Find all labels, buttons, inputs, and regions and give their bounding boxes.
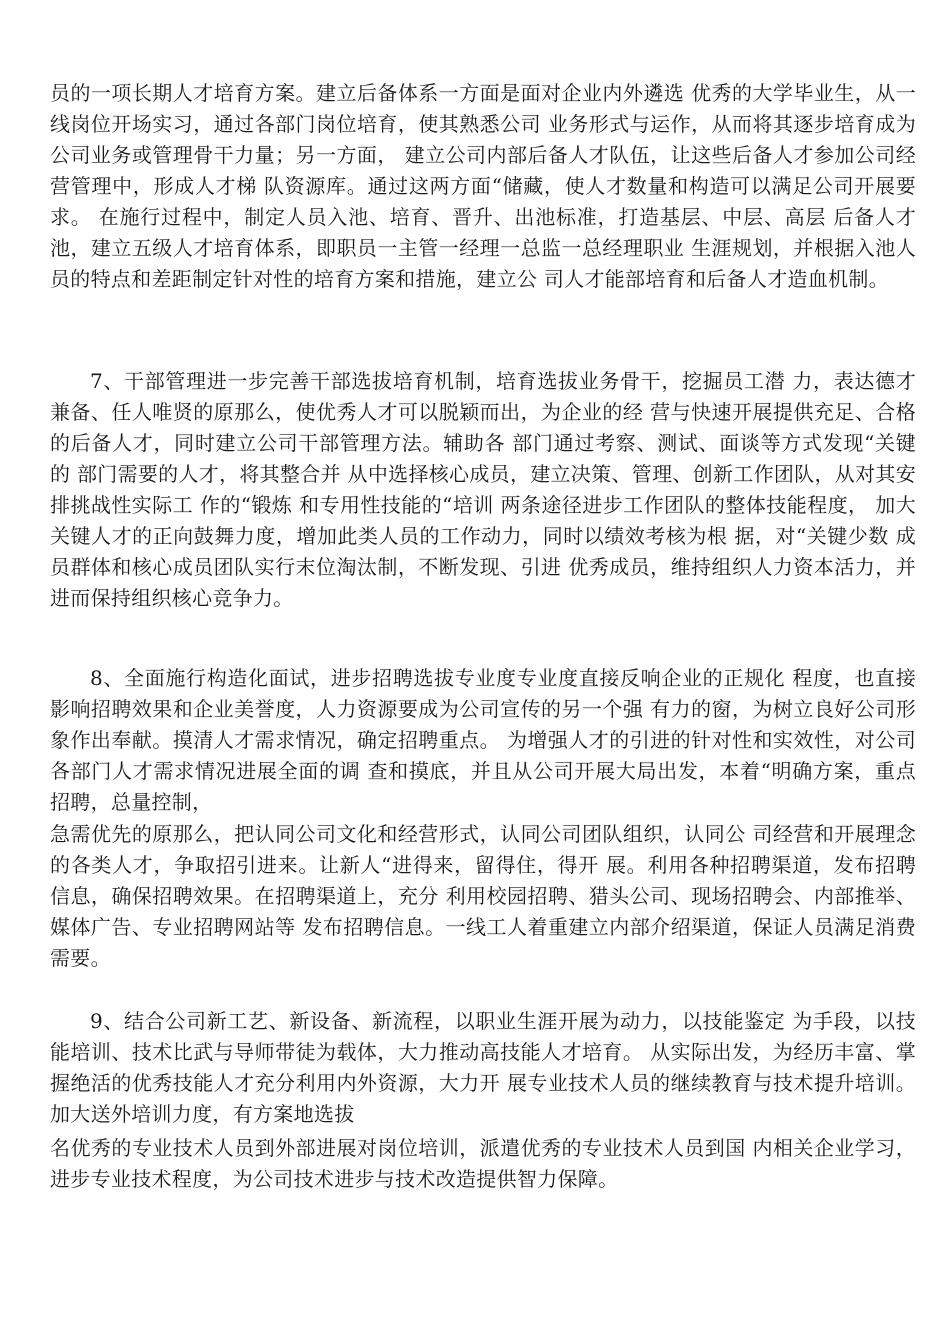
paragraph-external-training: 名优秀的专业技术人员到外部进展对岗位培训，派遣优秀的专业技术人员到国 内相关企业学习，进步专业技术程度，为公司技术进步与技术改造提供智力保障。 [50,1136,916,1191]
paragraph-skill-training: 9、结合公司新工艺、新设备、新流程，以职业生涯开展为动力，以技能鉴定 为手段，以技能培训、技术比武与导师带徒为载体，大力推动高技能人才培育。 从实际出发，为经历丰富、掌握绝活的优秀技能人才充分利用内外资源，大力开 展专业技术人员的继续教育与技术提升培训。加大送外培训力度，有方案地选拔 [50,1009,916,1126]
paragraph-recruitment-channels: 急需优先的原那么，把认同公司文化和经营形式，认同公司团队组织，认同公 司经营和开展理念的各类人才，争取招引进来。让新人“进得来，留得住，得开 展。利用各种招聘渠道，发布招聘信息，确保招聘效果。在招聘渠道上，充分 利用校园招聘、猎头公司、现场招聘会、内部推举、媒体广告、专业招聘网站等 发布招聘信息。一线工人着重建立内部介绍渠道，保证人员满足消费需要。 [50,822,916,970]
paragraph-structured-interview: 8、全面施行构造化面试，进步招聘选拔专业度专业度直接反响企业的正规化 程度，也直接影响招聘效果和企业美誉度，人力资源要成为公司宣传的另一个强 有力的窗，为树立良好公司形象作出奉献。摸清人才需求情况，确定招聘重点。 为增强人才的引进的针对性和实效性，对公司各部门人才需求情况进展全面的调 查和摸底，并且从公司开展大局出发，本着“明确方案，重点招聘，总量控制， [50,666,916,814]
paragraph-cadre-management: 7、干部管理进一步完善干部选拔培育机制，培育选拔业务骨干，挖掘员工潜 力，表达德才兼备、任人唯贤的原那么，使优秀人才可以脱颖而出，为企业的经 营与快速开展提供充足、合格的后备人才，同时建立公司干部管理方法。辅助各 部门通过考察、测试、面谈等方式发现“关键的 部门需要的人才，将其整合并 从中选择核心成员，建立决策、管理、创新工作团队，从对其安排挑战性实际工 作的“锻炼 和专用性技能的“培训 两条途径进步工作团队的整体技能程度， 加大关键人才的正向鼓舞力度，增加此类人员的工作动力，同时以绩效考核为根 据，对“关键少数 成员群体和核心成员团队实行末位淘汰制，不断发现、引进 优秀成员，维持组织人力资本活力，并进而保持组织核心竞争力。 [50,369,916,610]
document-page [50,0,916,1344]
paragraph-talent-reserve: 员的一项长期人才培育方案。建立后备体系一方面是面对企业内外遴选 优秀的大学毕业生，从一线岗位开场实习，通过各部门岗位培育，使其熟悉公司 业务形式与运作，从而将其逐步培育成为公司业务或管理骨干力量；另一方面， 建立公司内部后备人才队伍，让这些后备人才参加公司经营管理中，形成人才梯 队资源库。通过这两方面“储藏，使人才数量和构造可以满足公司开展要求。 在施行过程中，制定人员入池、培育、晋升、出池标准，打造基层、中层、高层 后备人才池，建立五级人才培育体系，即职员一主管一经理一总监一总经理职业 生涯规划，并根据入池人员的特点和差距制定针对性的培育方案和措施，建立公 司人才能部培育和后备人才造血机制。 [50,81,916,291]
